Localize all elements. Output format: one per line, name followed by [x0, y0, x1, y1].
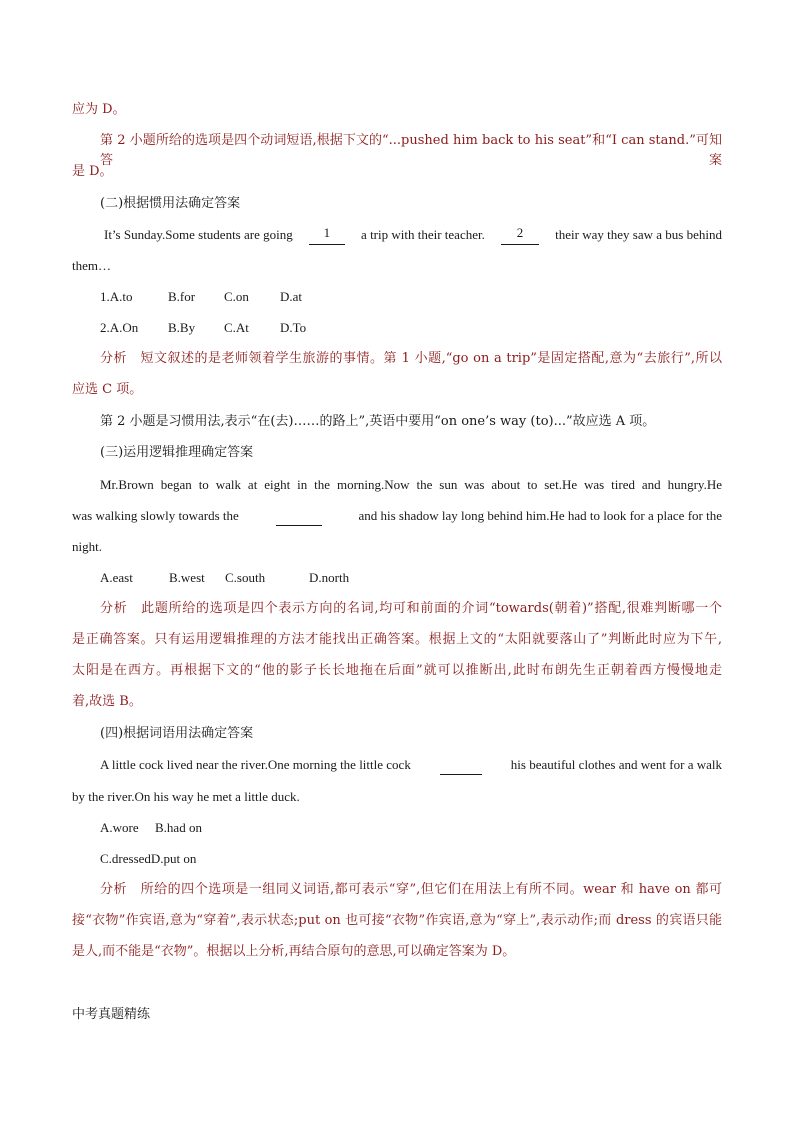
passage-text: a trip with their teacher.	[361, 227, 485, 242]
section-4-options-1	[100, 818, 202, 838]
section-4-passage-line-1	[100, 755, 722, 775]
blank	[440, 755, 482, 775]
section-3-analysis-line-d: 着,故选 B。	[72, 694, 142, 709]
section-4-passage-line-2: by the river.On his way he met a little duck.	[72, 789, 300, 804]
option: B.had on	[155, 820, 202, 835]
section-3-analysis-line-c: 太阳是在西方。再根据下文的“他的影子长长地拖在后面”就可以推断出,此时布朗先生正朝着西方慢慢地走	[72, 663, 722, 678]
section-4-analysis-line-b: 接“衣物”作宾语,意为“穿着”,表示状态;put on 也可接“衣物”作宾语,意为“穿上”,表示动作;而 dress 的宾语只能	[72, 913, 722, 928]
section-3-options	[100, 568, 349, 588]
section-2-options-2	[100, 318, 306, 338]
section-2-analysis-line-a: 分析 短文叙述的是老师领着学生旅游的事情。第 1 小题,“go on a trip”是固定搭配,意为“去旅行”,所以	[100, 351, 722, 366]
passage-text: A little cock lived near the river.One morning the little cock	[100, 757, 411, 772]
option: 1.A.to	[100, 289, 133, 304]
option: A.east	[100, 570, 133, 585]
option: C.on	[224, 289, 249, 304]
section-2-heading: (二)根据惯用法确定答案	[100, 196, 241, 211]
section-2-options-1	[100, 287, 302, 307]
passage-text: It’s Sunday.Some students are going	[104, 227, 293, 242]
section-4-options-2: C.dressedD.put on	[100, 851, 197, 866]
section-2-passage-line-1	[104, 225, 722, 245]
option: D.To	[280, 320, 307, 335]
section-3-passage-line-3: night.	[72, 539, 102, 554]
option: D.north	[309, 570, 350, 585]
passage-text: his beautiful clothes and went for a walk	[510, 757, 722, 772]
answer-q2-line-a: 第 2 小题所给的选项是四个动词短语,根据下文的“...pushed him back to his seat”和“I can stand.”可知答案	[100, 133, 722, 168]
section-3-analysis-line-b: 是正确答案。只有运用逻辑推理的方法才能找出正确答案。根据上文的“太阳就要落山了”判断此时应为下午,	[72, 632, 722, 647]
blank-2: 2	[501, 225, 539, 245]
section-4-heading: (四)根据词语用法确定答案	[100, 726, 254, 741]
option: C.At	[224, 320, 249, 335]
section-4-analysis-line-a: 分析 所给的四个选项是一组同义词语,都可表示“穿”,但它们在用法上有所不同。wear 和 have on 都可	[100, 882, 722, 897]
section-3-heading: (三)运用逻辑推理确定答案	[100, 445, 254, 460]
option: C.south	[225, 570, 266, 585]
section-3-passage-line-1: Mr.Brown began to walk at eight in the morning.Now the sun was about to set.He was tired and hungry.He	[100, 477, 722, 492]
answer-line-1: 应为 D。	[72, 102, 126, 117]
section-2-analysis-line-b: 应选 C 项。	[72, 382, 143, 397]
footer-heading: 中考真题精练	[72, 1007, 151, 1022]
blank-1: 1	[309, 225, 345, 245]
passage-text: their way they saw a bus behind	[555, 227, 722, 242]
option: 2.A.On	[100, 320, 139, 335]
option: D.at	[280, 289, 303, 304]
section-3-passage-line-2	[72, 506, 722, 526]
section-2-passage-line-2: them…	[72, 258, 111, 273]
option: B.for	[168, 289, 196, 304]
option: B.By	[168, 320, 196, 335]
section-4-analysis-line-c: 是人,而不能是“衣物”。根据以上分析,再结合原句的意思,可以确定答案为 D。	[72, 944, 516, 959]
answer-q2-line-b: 是 D。	[72, 164, 113, 179]
blank	[276, 506, 322, 526]
option: A.wore	[100, 820, 139, 835]
section-3-analysis-line-a: 分析 此题所给的选项是四个表示方向的名词,均可和前面的介词“towards(朝着)”搭配,很难判断哪一个	[100, 601, 722, 616]
passage-text: and his shadow lay long behind him.He had to look for a place for the	[358, 508, 722, 523]
section-2-analysis-line-c: 第 2 小题是习惯用法,表示“在(去)……的路上”,英语中要用“on one’s way (to)...”故应选 A 项。	[100, 414, 656, 429]
option: B.west	[169, 570, 205, 585]
passage-text: was walking slowly towards the	[72, 508, 239, 523]
